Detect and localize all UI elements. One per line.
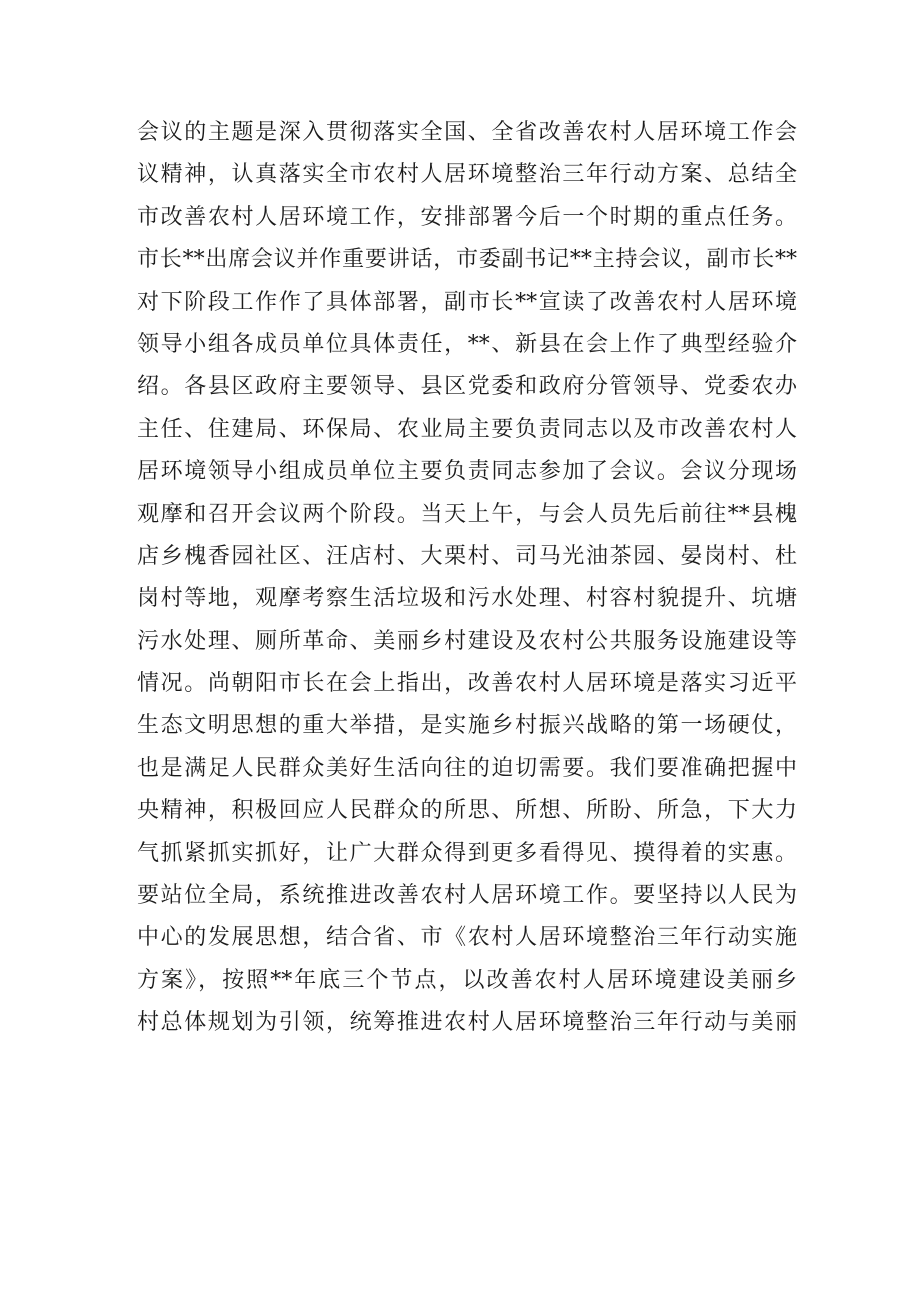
- text-line: 市改善农村人居环境工作，安排部署今后一个时期的重点任务。: [137, 204, 797, 230]
- text-line: 也是满足人民群众美好生活向往的迫切需要。我们要准确把握中: [137, 755, 797, 781]
- body-paragraph: [137, 112, 797, 1045]
- text-line: 要站位全局，系统推进改善农村人居环境工作。要坚持以人民为: [137, 883, 797, 909]
- text-line: 会议的主题是深入贯彻落实全国、全省改善农村人居环境工作会: [137, 120, 797, 145]
- text-line: 村总体规划为引领，统筹推进农村人居环境整治三年行动与美丽: [137, 1010, 797, 1036]
- text-line: 市长**出席会议并作重要讲话，市委副书记**主持会议，副市长**: [137, 247, 797, 273]
- text-line: 议精神，认真落实全市农村人居环境整治三年行动方案、总结全: [137, 162, 797, 188]
- text-line: 对下阶段工作作了具体部署，副市长**宣读了改善农村人居环境: [137, 289, 797, 315]
- text-line: 中心的发展思想，结合省、市《农村人居环境整治三年行动实施: [137, 925, 797, 951]
- text-line: 方案》，按照**年底三个节点，以改善农村人居环境建设美丽乡: [137, 967, 797, 993]
- text-line: 情况。尚朝阳市长在会上指出，改善农村人居环境是落实习近平: [137, 671, 797, 697]
- text-line: 绍。各县区政府主要领导、县区党委和政府分管领导、党委农办: [137, 374, 797, 400]
- text-line: 主任、住建局、环保局、农业局主要负责同志以及市改善农村人: [137, 416, 797, 442]
- text-line: 央精神，积极回应人民群众的所思、所想、所盼、所急，下大力: [137, 798, 797, 824]
- text-line: 居环境领导小组成员单位主要负责同志参加了会议。会议分现场: [137, 459, 797, 485]
- text-line: 污水处理、厕所革命、美丽乡村建设及农村公共服务设施建设等: [137, 628, 797, 654]
- text-line: 领导小组各成员单位具体责任，**、新县在会上作了典型经验介: [137, 331, 797, 357]
- text-line: 岗村等地，观摩考察生活垃圾和污水处理、村容村貌提升、坑塘: [137, 586, 797, 612]
- text-line: 气抓紧抓实抓好，让广大群众得到更多看得见、摸得着的实惠。: [137, 840, 797, 866]
- text-line: 店乡槐香园社区、汪店村、大栗村、司马光油茶园、晏岗村、杜: [137, 543, 797, 569]
- text-line: 观摩和召开会议两个阶段。当天上午，与会人员先后前往**县槐: [137, 501, 797, 527]
- text-line: 生态文明思想的重大举措，是实施乡村振兴战略的第一场硬仗，: [137, 713, 797, 739]
